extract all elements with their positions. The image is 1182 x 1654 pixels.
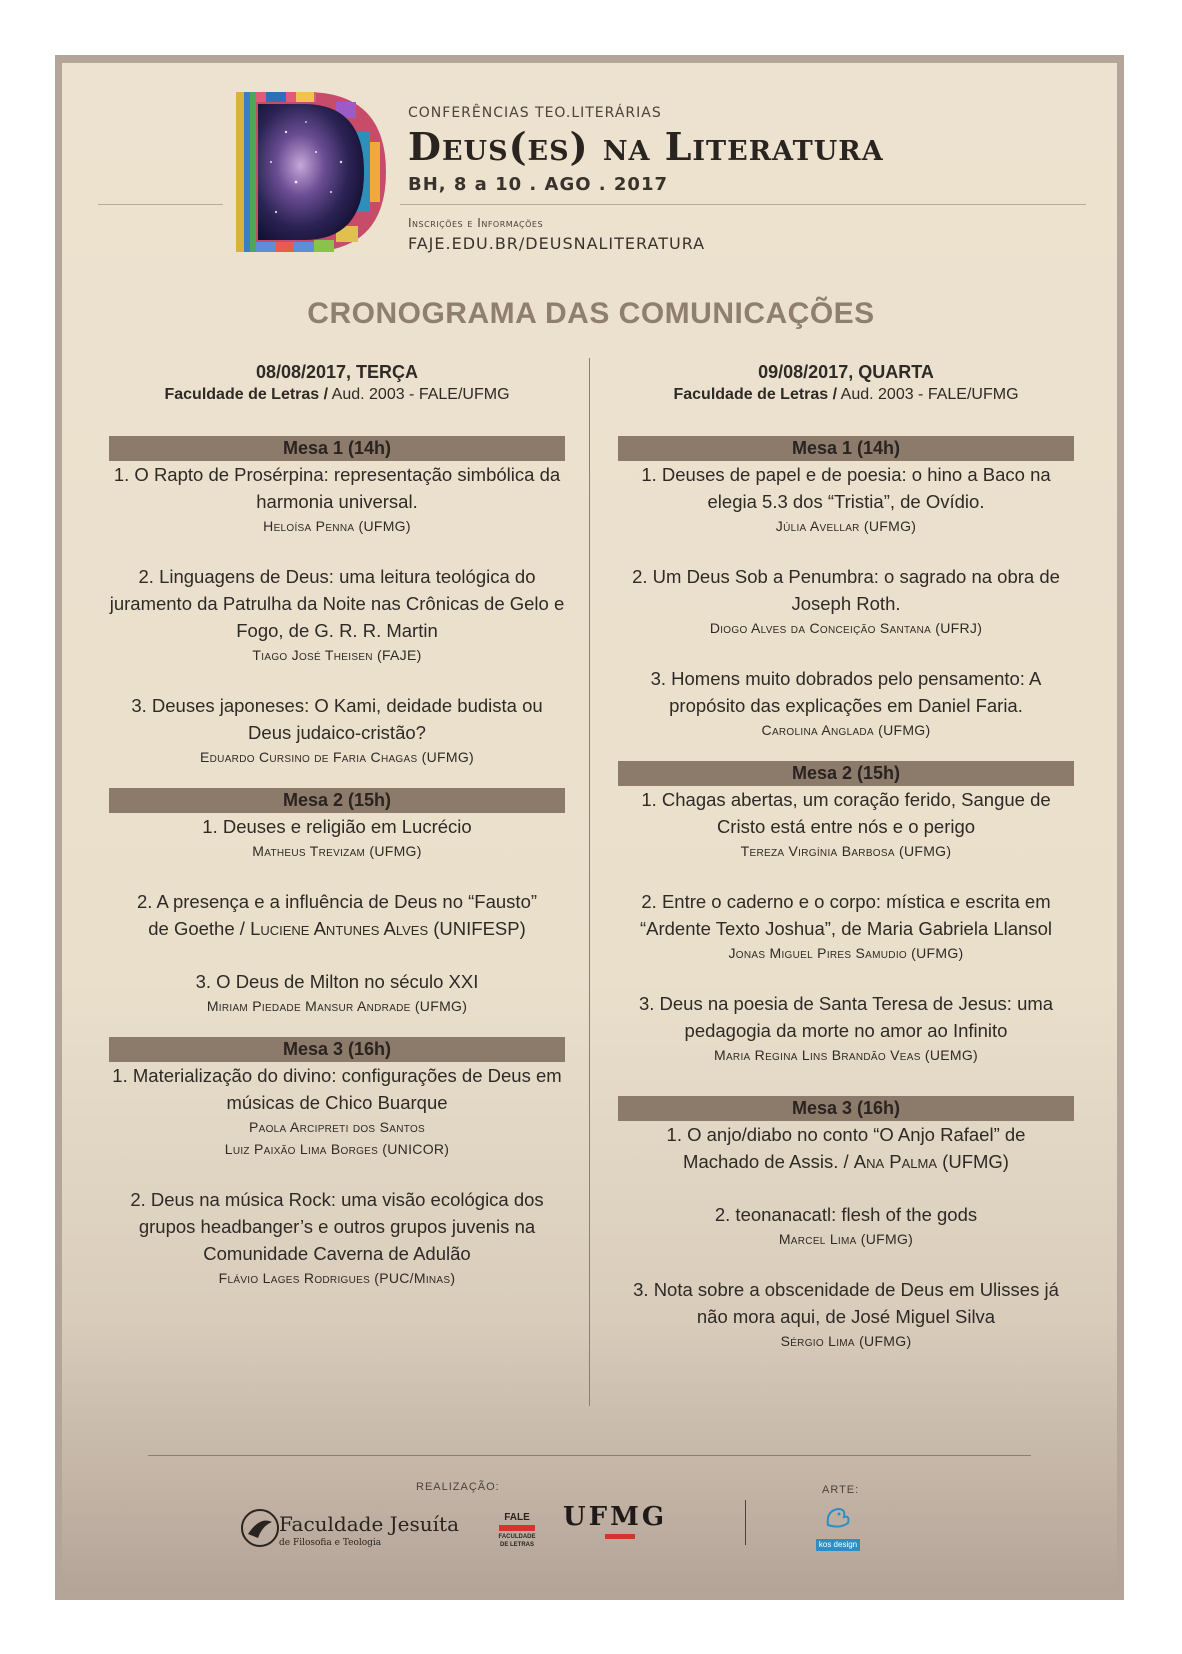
day2-date: 09/08/2017, QUARTA: [758, 362, 934, 382]
fale-logo-text: FALE: [504, 1512, 530, 1523]
day1-mesa1-header: Mesa 1 (14h): [109, 436, 565, 461]
day1-mesa2-header: Mesa 2 (15h): [109, 788, 565, 813]
day2-venue-name: Faculdade de Letras /: [673, 386, 838, 403]
day1-mesa1-author1: Heloísa Penna (UFMG): [263, 518, 411, 534]
day2-venue: [618, 384, 1074, 406]
page-title: CRONOGRAMA DAS COMUNICAÇÕES: [307, 297, 875, 330]
day2-mesa3-header: Mesa 3 (16h): [618, 1096, 1074, 1121]
faje-subtitle: de Filosofia e Teologia: [279, 1538, 382, 1548]
day2-mesa1-talk2: 2. Um Deus Sob a Penumbra: o sagrado na obra de Joseph Roth.: [632, 566, 1060, 614]
realizacao-label: REALIZAÇÃO:: [416, 1481, 500, 1493]
day2-mesa3-talk1a: 1. O anjo/diabo no conto “O Anjo Rafael” de: [666, 1124, 1026, 1145]
day1-mesa1-talk2: 2. Linguagens de Deus: uma leitura teológica do juramento da Patrulha da Noite nas Crônicas de Gelo e Fogo, de G. R. R. Martin: [109, 566, 565, 641]
day2-mesa1-talk3: 3. Homens muito dobrados pelo pensamento: A propósito das explicações em Daniel Faria.: [650, 668, 1042, 716]
day1-mesa1-talk3: 3. Deuses japoneses: O Kami, deidade budista ou Deus judaico-cristão?: [131, 695, 543, 743]
day2-mesa2-talk2: 2. Entre o caderno e o corpo: mística e escrita em “Ardente Texto Joshua”, de Maria Gabriela Llansol: [639, 891, 1053, 939]
day2-mesa1-author2: Diogo Alves da Conceição Santana (UFRJ): [709, 620, 983, 636]
day1-mesa1-talk1: 1. O Rapto de Prosérpina: representação simbólica da harmonia universal.: [113, 464, 561, 512]
day1-column: [109, 360, 565, 1289]
day1-mesa3-author1a: Paola Arcipreti dos Santos: [249, 1119, 425, 1135]
day1-mesa1-author2: Tiago José Theisen (FAJE): [252, 647, 422, 663]
kos-design-logo: [810, 1503, 866, 1551]
ufmg-logo: UFMG: [563, 1502, 668, 1532]
day2-mesa3-talk3: 3. Nota sobre a obscenidade de Deus em Ulisses já não mora aqui, de José Miguel Silva: [633, 1279, 1059, 1327]
kos-label: kos design: [816, 1539, 860, 1551]
day1-date: 08/08/2017, TERÇA: [255, 362, 419, 382]
conference-title: Deus(es) na Literatura: [408, 124, 884, 169]
day2-mesa3-talk1b: [618, 1148, 1074, 1175]
day1-mesa1-author3: Eduardo Cursino de Faria Chagas (UFMG): [200, 749, 474, 765]
day1-mesa3-author2: Flávio Lages Rodrigues (PUC/Minas): [218, 1270, 456, 1286]
arte-label: ARTE:: [822, 1484, 860, 1496]
day1-venue-room: Aud. 2003 - FALE/UFMG: [328, 386, 510, 403]
day1-mesa3-talk2: 2. Deus na música Rock: uma visão ecológica dos grupos headbanger’s e outros grupos juvenis na Comunidade Caverna de Adulão: [130, 1189, 544, 1264]
conference-url[interactable]: FAJE.EDU.BR/DEUSNALITERATURA: [408, 234, 706, 253]
fale-logo-sub1: FACULDADE: [498, 1534, 536, 1540]
day1-mesa2-talk1: 1. Deuses e religião em Lucrécio: [202, 816, 472, 837]
day1-mesa2-author1: Matheus Trevizam (UFMG): [252, 843, 422, 859]
day1-mesa3-author1b: Luiz Paixão Lima Borges (UNICOR): [224, 1141, 450, 1157]
day2-mesa3-talk2: 2. teonanacatl: flesh of the gods: [714, 1204, 978, 1225]
conference-dates: BH, 8 a 10 . AGO . 2017: [408, 174, 668, 195]
day1-mesa2-talk2-tail: de Goethe /: [148, 918, 251, 939]
day2-mesa3-author3: Sérgio Lima (UFMG): [780, 1333, 912, 1349]
day1-mesa2-author3: Miriam Piedade Mansur Andrade (UFMG): [206, 998, 468, 1014]
ufmg-logo-bar: [605, 1534, 635, 1539]
day2-mesa1-author1: Júlia Avellar (UFMG): [775, 518, 917, 534]
fale-logo-bar: [499, 1525, 535, 1531]
day1-mesa2-talk3: 3. O Deus de Milton no século XXI: [195, 971, 479, 992]
header-divider-right: [400, 204, 1086, 205]
day2-mesa2-author2: Jonas Miguel Pires Samudio (UFMG): [728, 945, 964, 961]
day2-mesa1-header: Mesa 1 (14h): [618, 436, 1074, 461]
day2-mesa3-talk1-tail: Machado de Assis. /: [683, 1151, 854, 1172]
footer-separator: [745, 1500, 746, 1545]
conference-logo-d: [236, 92, 386, 252]
day2-mesa1-author3: Carolina Anglada (UFMG): [761, 722, 931, 738]
day2-mesa2-author1: Tereza Virgínia Barbosa (UFMG): [740, 843, 952, 859]
day1-mesa3-talk1: 1. Materialização do divino: configurações de Deus em músicas de Chico Buarque: [112, 1065, 562, 1113]
day2-mesa2-talk1: 1. Chagas abertas, um coração ferido, Sangue de Cristo está entre nós e o perigo: [641, 789, 1051, 837]
faje-name: Faculdade Jesuíta: [279, 1512, 459, 1536]
day2-venue-room: Aud. 2003 - FALE/UFMG: [837, 386, 1019, 403]
header-divider-left: [98, 204, 223, 205]
day1-mesa2-author2: Luciene Antunes Alves (UNIFESP): [250, 918, 526, 939]
day1-mesa3-header: Mesa 3 (16h): [109, 1037, 565, 1062]
day2-mesa2-header: Mesa 2 (15h): [618, 761, 1074, 786]
conference-series: CONFERÊNCIAS TEO.LITERÁRIAS: [408, 105, 662, 121]
day1-venue-name: Faculdade de Letras /: [164, 386, 329, 403]
day2-mesa3-author2: Marcel Lima (UFMG): [778, 1231, 914, 1247]
day1-venue: [109, 384, 565, 406]
column-divider: [589, 358, 590, 1406]
info-label: Inscrições e Informações: [408, 216, 544, 230]
day2-mesa2-talk3: 3. Deus na poesia de Santa Teresa de Jesus: uma pedagogia da morte no amor ao Infinito: [638, 993, 1054, 1041]
day2-mesa2-author3: Maria Regina Lins Brandão Veas (UEMG): [713, 1047, 979, 1063]
day2-column: [618, 360, 1074, 1352]
kos-bird-icon: [810, 1503, 866, 1533]
faje-logo-icon: [240, 1508, 280, 1548]
fale-logo-sub2: DE LETRAS: [499, 1542, 534, 1548]
day2-mesa3-author1: Ana Palma (UFMG): [853, 1151, 1009, 1172]
day2-mesa1-talk1: 1. Deuses de papel e de poesia: o hino a Baco na elegia 5.3 dos “Tristia”, de Ovídio.: [641, 464, 1051, 512]
fale-logo: [495, 1512, 539, 1549]
day1-mesa2-talk2b: [109, 915, 565, 942]
footer-divider: [148, 1455, 1031, 1456]
day1-mesa2-talk2a: 2. A presença e a influência de Deus no “Fausto”: [136, 891, 538, 912]
